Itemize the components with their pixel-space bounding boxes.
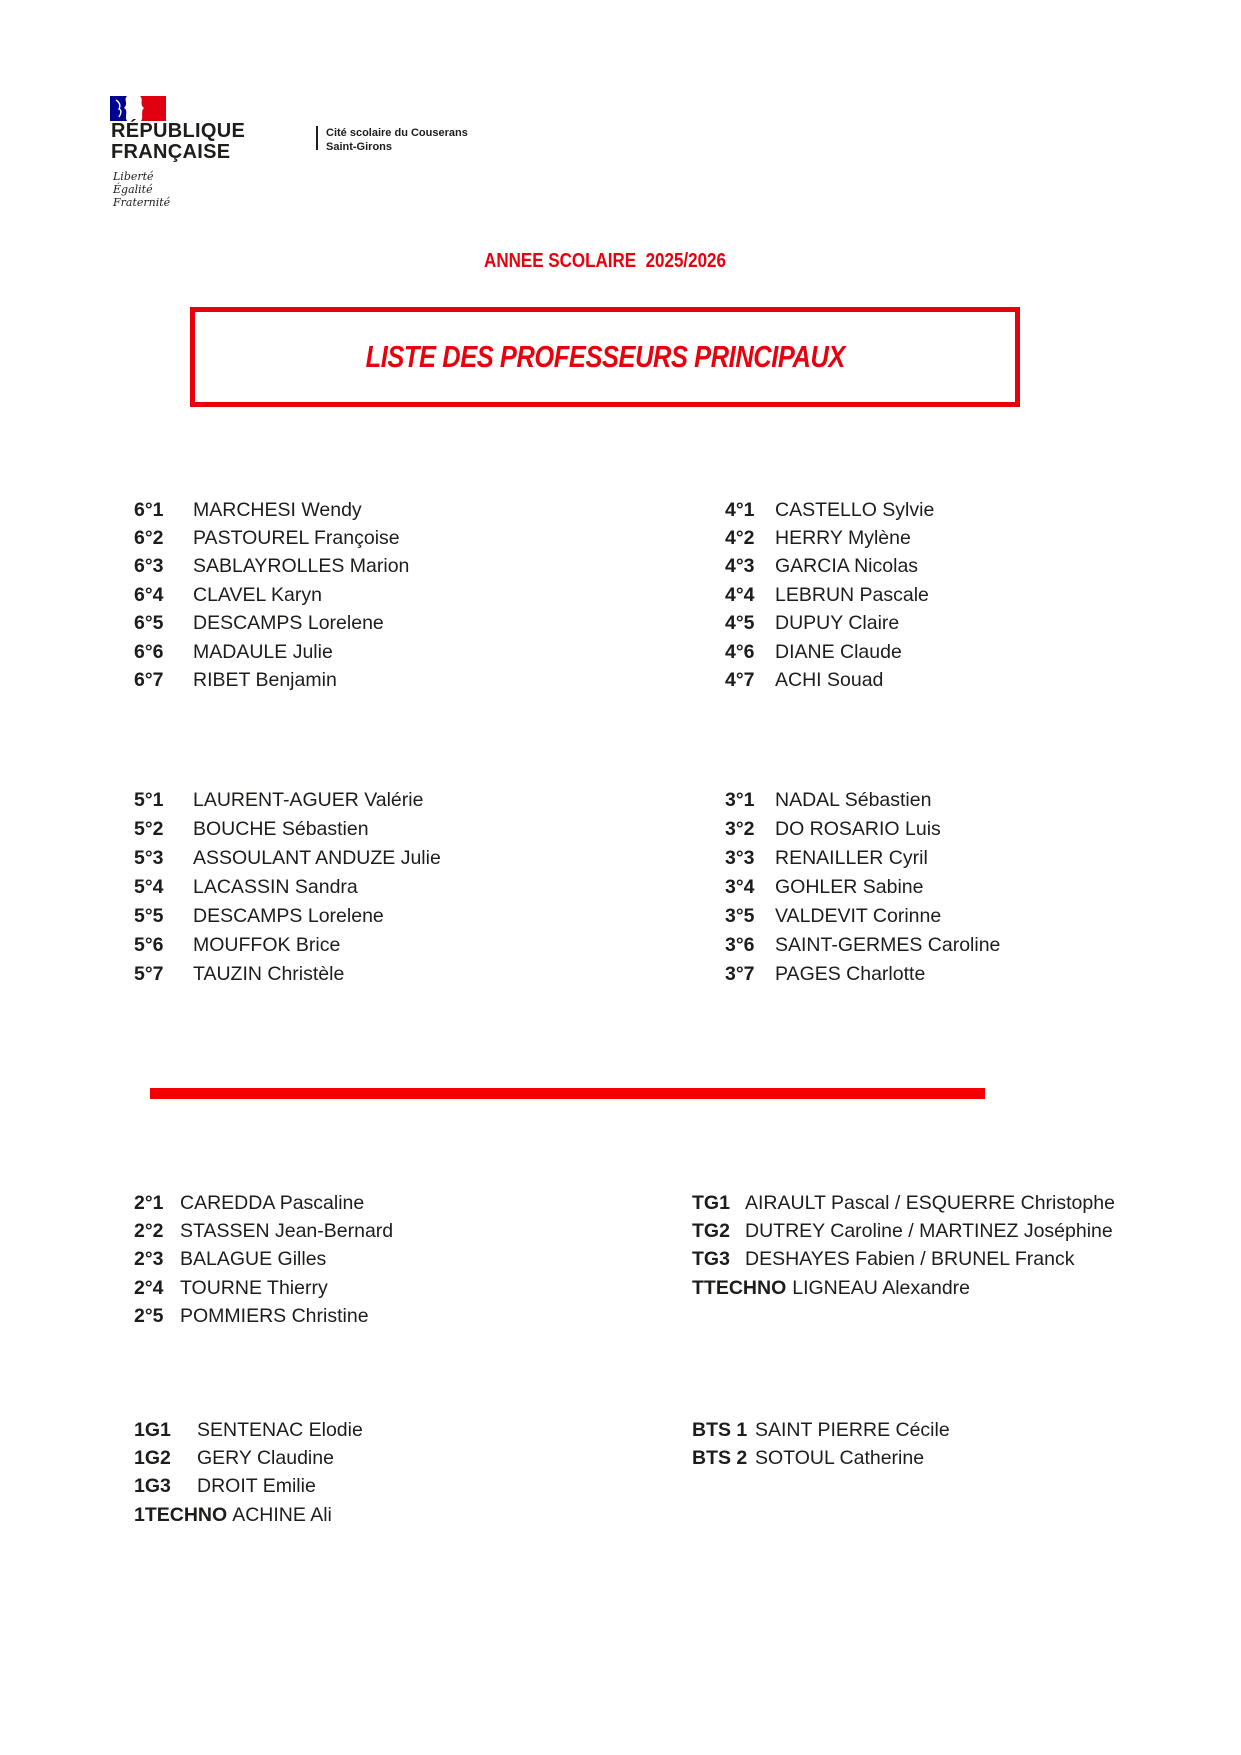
- class-row: [134, 638, 409, 666]
- class-label: 3°5: [725, 905, 755, 927]
- teacher-name: PAGES Charlotte: [775, 963, 926, 985]
- class-label: 4°2: [725, 527, 755, 550]
- school-year-title: ANNEE SCOLAIRE 2025/2026: [484, 250, 726, 272]
- teacher-name: SAINT-GERMES Caroline: [775, 934, 1001, 956]
- class-row: [692, 1246, 1115, 1274]
- motto-egalite: Égalité: [113, 183, 153, 196]
- class-label: 5°7: [134, 963, 164, 985]
- class-label: BTS 2: [692, 1447, 748, 1470]
- teacher-name: DIANE Claude: [775, 640, 902, 663]
- list-premiere: [134, 1416, 363, 1530]
- teacher-name: GARCIA Nicolas: [775, 555, 919, 578]
- teacher-name: DESHAYES Fabien / BRUNEL Franck: [745, 1248, 1075, 1271]
- class-row: [725, 815, 1000, 844]
- class-row: [725, 581, 934, 609]
- teacher-name: MADAULE Julie: [193, 640, 333, 663]
- teacher-name: POMMIERS Christine: [180, 1305, 369, 1328]
- list-3eme: [725, 786, 1000, 989]
- class-row: [134, 960, 441, 989]
- teacher-name: DUPUY Claire: [775, 612, 900, 635]
- class-label: 4°7: [725, 669, 755, 692]
- class-label: 6°1: [134, 498, 164, 521]
- wordmark-line2: FRANÇAISE: [111, 141, 231, 163]
- teacher-name: DESCAMPS Lorelene: [193, 612, 384, 635]
- list-bts: [692, 1416, 950, 1473]
- class-row: [725, 638, 934, 666]
- class-row: [725, 496, 934, 524]
- teacher-name: TAUZIN Christèle: [193, 963, 345, 985]
- motto: [113, 170, 170, 209]
- class-label: 1TECHNO: [134, 1503, 228, 1526]
- class-row: [134, 844, 441, 873]
- class-row: [134, 581, 409, 609]
- school-name: [326, 126, 468, 154]
- teacher-name: LEBRUN Pascale: [775, 583, 929, 606]
- teacher-name: VALDEVIT Corinne: [775, 905, 942, 927]
- class-label: 1G3: [134, 1475, 171, 1498]
- class-row: [725, 610, 934, 638]
- teacher-name: HERRY Mylène: [775, 527, 911, 550]
- class-label: BTS 1: [692, 1418, 748, 1441]
- class-label: 5°1: [134, 789, 164, 811]
- class-row: [725, 844, 1000, 873]
- class-row: [725, 960, 1000, 989]
- teacher-name: DO ROSARIO Luis: [775, 818, 941, 840]
- list-5eme: [134, 786, 441, 989]
- class-row: [134, 496, 409, 524]
- list-4eme: [725, 496, 934, 695]
- teacher-name: ACHINE Ali: [232, 1503, 332, 1526]
- class-label: 5°2: [134, 818, 164, 840]
- class-label: TTECHNO: [692, 1276, 787, 1299]
- class-row: [134, 524, 409, 552]
- teacher-name: SABLAYROLLES Marion: [193, 555, 410, 578]
- class-row: [134, 1303, 393, 1331]
- teacher-name: NADAL Sébastien: [775, 789, 932, 811]
- class-row: [725, 873, 1000, 902]
- motto-fraternite: Fraternité: [113, 196, 171, 209]
- teacher-name: SOTOUL Catherine: [755, 1447, 925, 1470]
- motto-liberte: Liberté: [113, 170, 154, 183]
- class-label: 3°2: [725, 818, 755, 840]
- french-republic-flag-icon: [110, 96, 166, 122]
- class-row: [134, 873, 441, 902]
- teacher-name: RENAILLER Cyril: [775, 847, 928, 869]
- class-row: [134, 553, 409, 581]
- class-row: [134, 931, 441, 960]
- class-label: 2°4: [134, 1276, 164, 1299]
- class-label: 2°5: [134, 1305, 164, 1328]
- teacher-name: ACHI Souad: [775, 669, 884, 692]
- class-label: 1G1: [134, 1418, 171, 1441]
- main-title-box: [190, 307, 1020, 407]
- class-row: [134, 815, 441, 844]
- class-row: [725, 931, 1000, 960]
- class-label: 4°4: [725, 583, 755, 606]
- teacher-name: LIGNEAU Alexandre: [792, 1276, 971, 1299]
- class-label: 6°2: [134, 527, 164, 550]
- class-row: [134, 666, 409, 694]
- class-row: [134, 1217, 393, 1245]
- class-label: 6°4: [134, 583, 164, 606]
- teacher-name: PASTOUREL Françoise: [193, 527, 400, 550]
- class-row: [692, 1274, 1115, 1302]
- teacher-name: GERY Claudine: [197, 1447, 334, 1470]
- class-label: 3°7: [725, 963, 755, 985]
- class-label: TG1: [692, 1191, 730, 1214]
- class-label: 6°6: [134, 640, 164, 663]
- list-terminale: [692, 1189, 1115, 1303]
- class-label: 6°7: [134, 669, 164, 692]
- class-row: [725, 786, 1000, 815]
- class-row: [692, 1416, 950, 1444]
- school-name-line1: Cité scolaire du Couserans: [326, 127, 468, 139]
- class-label: 2°3: [134, 1248, 164, 1271]
- class-row: [692, 1189, 1115, 1217]
- teacher-name: BOUCHE Sébastien: [193, 818, 369, 840]
- class-row: [134, 1444, 363, 1472]
- header-divider: [316, 126, 318, 150]
- class-label: 6°3: [134, 555, 164, 578]
- class-label: 4°6: [725, 640, 755, 663]
- list-6eme: [134, 496, 409, 695]
- school-name-line2: Saint-Girons: [326, 141, 393, 153]
- class-label: 4°5: [725, 612, 755, 635]
- teacher-name: SAINT PIERRE Cécile: [755, 1418, 950, 1441]
- class-row: [134, 1501, 363, 1529]
- wordmark-line1: RÉPUBLIQUE: [111, 120, 246, 142]
- teacher-name: TOURNE Thierry: [180, 1276, 328, 1299]
- teacher-name: LACASSIN Sandra: [193, 876, 358, 898]
- class-row: [725, 902, 1000, 931]
- class-label: TG2: [692, 1220, 730, 1243]
- class-row: [134, 610, 409, 638]
- teacher-name: ASSOULANT ANDUZE Julie: [193, 847, 441, 869]
- teacher-name: DUTREY Caroline / MARTINEZ Joséphine: [745, 1220, 1113, 1243]
- teacher-name: BALAGUE Gilles: [180, 1248, 327, 1271]
- class-row: [692, 1444, 950, 1472]
- teacher-name: MOUFFOK Brice: [193, 934, 341, 956]
- class-label: TG3: [692, 1248, 730, 1271]
- teacher-name: GOHLER Sabine: [775, 876, 924, 898]
- class-row: [134, 1416, 363, 1444]
- class-label: 5°4: [134, 876, 164, 898]
- class-label: 2°1: [134, 1191, 164, 1214]
- class-label: 3°3: [725, 847, 755, 869]
- page-title: LISTE DES PROFESSEURS PRINCIPAUX: [365, 339, 845, 374]
- teacher-name: LAURENT-AGUER Valérie: [193, 789, 424, 811]
- republique-francaise-wordmark: [111, 121, 245, 163]
- teacher-name: STASSEN Jean-Bernard: [180, 1220, 394, 1243]
- section-separator-bar: [150, 1088, 985, 1099]
- teacher-name: DESCAMPS Lorelene: [193, 905, 384, 927]
- class-row: [725, 553, 934, 581]
- teacher-name: RIBET Benjamin: [193, 669, 337, 692]
- teacher-name: DROIT Emilie: [197, 1475, 316, 1498]
- teacher-name: MARCHESI Wendy: [193, 498, 362, 521]
- class-label: 5°5: [134, 905, 164, 927]
- teacher-name: CLAVEL Karyn: [193, 583, 322, 606]
- class-row: [134, 1274, 393, 1302]
- class-row: [134, 1189, 393, 1217]
- class-label: 5°3: [134, 847, 164, 869]
- class-label: 3°1: [725, 789, 755, 811]
- class-row: [725, 666, 934, 694]
- class-row: [134, 1473, 363, 1501]
- teacher-name: CASTELLO Sylvie: [775, 498, 935, 521]
- class-label: 1G2: [134, 1447, 171, 1470]
- class-label: 5°6: [134, 934, 164, 956]
- class-label: 2°2: [134, 1220, 164, 1243]
- class-label: 6°5: [134, 612, 164, 635]
- list-2nde: [134, 1189, 393, 1331]
- class-row: [692, 1217, 1115, 1245]
- class-label: 3°4: [725, 876, 755, 898]
- class-row: [725, 524, 934, 552]
- class-row: [134, 902, 441, 931]
- teacher-name: AIRAULT Pascal / ESQUERRE Christophe: [745, 1191, 1115, 1214]
- teacher-name: CAREDDA Pascaline: [180, 1191, 365, 1214]
- class-label: 3°6: [725, 934, 755, 956]
- teacher-name: SENTENAC Elodie: [197, 1418, 363, 1441]
- class-row: [134, 786, 441, 815]
- class-label: 4°1: [725, 498, 755, 521]
- class-row: [134, 1246, 393, 1274]
- class-label: 4°3: [725, 555, 755, 578]
